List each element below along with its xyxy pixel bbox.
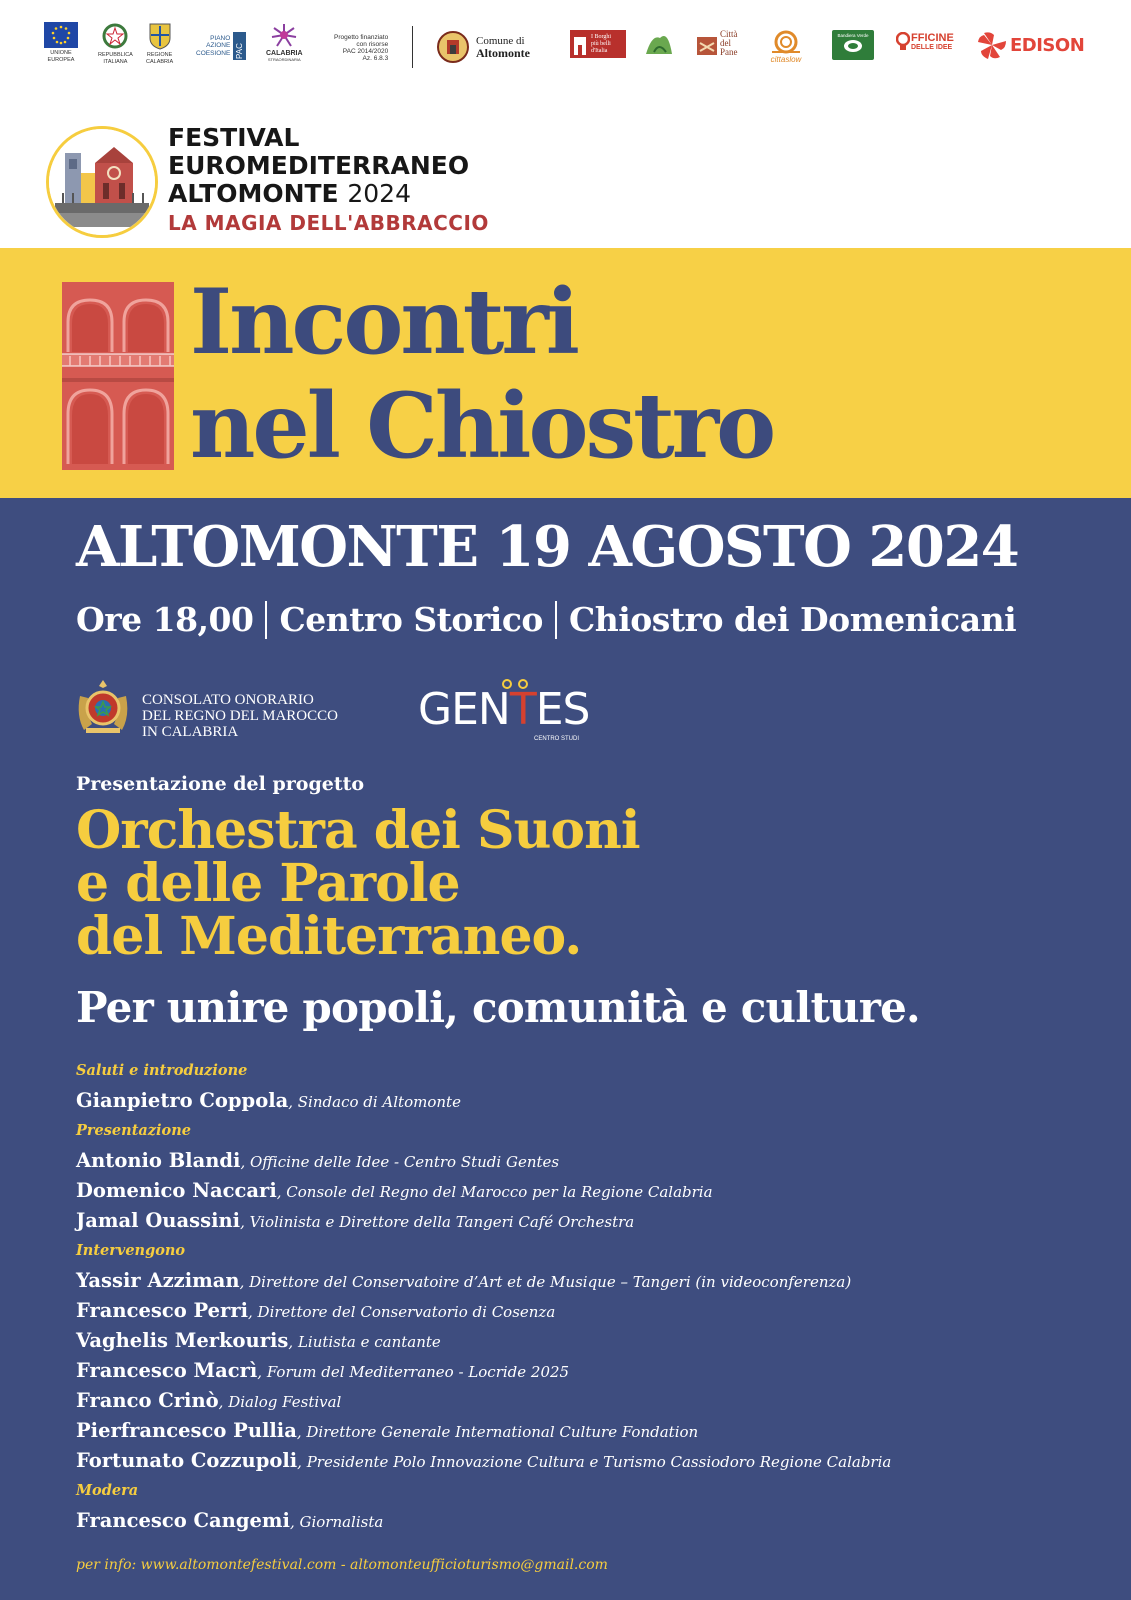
festival-line2: EUROMEDITERRANEO (168, 151, 470, 180)
speaker-row (76, 1356, 1106, 1386)
event-time: Ore 18,00 (76, 600, 254, 639)
flower-icon (269, 22, 299, 50)
speaker-row (76, 1206, 1106, 1236)
speaker-role: , Officine delle Idee - Centro Studi Gentes (240, 1153, 560, 1171)
borghi-logo (570, 30, 626, 58)
calabria-shield-icon (148, 22, 172, 50)
event-series-title (190, 270, 773, 478)
speaker-name: Francesco Perri (76, 1299, 249, 1322)
speaker-role: , Direttore del Conservatoire d’Art et de Musique – Tangeri (in videoconferenza) (239, 1273, 852, 1291)
edison-swirl-icon (976, 30, 1008, 60)
speaker-role: , Sindaco di Altomonte (288, 1093, 461, 1111)
speaker-role: , Presidente Polo Innovazione Cultura e Turismo Cassiodoro Regione Calabria (297, 1453, 892, 1471)
separator (555, 601, 557, 639)
speaker-name: Antonio Blandi (76, 1149, 241, 1172)
gentes-dots-icon (501, 678, 531, 690)
edison-logo (976, 30, 1084, 60)
speaker-row (76, 1146, 1106, 1176)
borghi-text: I Borghi più belli d'Italia (591, 33, 612, 54)
italy-emblem-icon (102, 22, 128, 50)
event-time-place (76, 596, 1016, 644)
section-heading: Saluti e introduzione (76, 1062, 248, 1079)
eu-flag-logo (44, 22, 78, 63)
pac-text: PIANO AZIONE COESIONE (196, 35, 231, 57)
speaker-role: , Liutista e cantante (288, 1333, 441, 1351)
speaker-name: Francesco Macrì (76, 1359, 258, 1382)
section-heading: Presentazione (76, 1122, 191, 1139)
citta-pane-text: Città del Pane (720, 29, 738, 57)
calabria-region-caption: REGIONE CALABRIA (146, 52, 174, 65)
section-heading: Intervengono (76, 1242, 186, 1259)
title-band (0, 248, 1131, 498)
officine-delle-idee-logo (896, 32, 954, 52)
speaker-row (76, 1296, 1106, 1326)
village-icon (642, 28, 676, 60)
speaker-name: Yassir Azziman (76, 1269, 240, 1292)
speaker-name: Vaghelis Merkouris (76, 1329, 289, 1352)
funding-note-text: Progetto finanziato con risorse PAC 2014/2020 Az. 6.8.3 (334, 34, 389, 63)
title-line1: Incontri (190, 269, 577, 375)
project-line3: del Mediterraneo. (76, 906, 582, 967)
calabria-region-logo (146, 22, 173, 65)
gentes-text-a: GEN (418, 684, 510, 735)
event-date: ALTOMONTE 19 AGOSTO 2024 (76, 514, 1019, 580)
cittaslow-text: cittaslow (770, 55, 802, 64)
logo-divider (412, 26, 413, 68)
cloister-arches-icon (62, 282, 174, 470)
gentes-subtitle: CENTRO STUDI (534, 736, 579, 742)
speaker-name: Franco Crinò (76, 1389, 219, 1412)
italy-caption: REPUBBLICA ITALIANA (98, 52, 133, 65)
speaker-name: Pierfrancesco Pullia (76, 1419, 297, 1442)
comune-line2: Altomonte (476, 45, 530, 60)
altomonte-crest-icon (436, 28, 470, 66)
eu-flag-icon (44, 22, 78, 48)
festival-year: 2024 (347, 179, 411, 208)
speaker-role: , Console del Regno del Marocco per la Regione Calabria (276, 1183, 713, 1201)
italy-emblem-logo (98, 22, 133, 65)
project-title (76, 800, 640, 967)
edison-text: EDISON (1010, 34, 1085, 56)
village-logo (642, 28, 676, 60)
festival-title (168, 124, 489, 238)
speaker-role: , Direttore Generale International Culture Fondation (296, 1423, 699, 1441)
bandiera-verde-text: Bandiera Verde (837, 33, 869, 38)
speaker-row (76, 1326, 1106, 1356)
speaker-role: , Giornalista (289, 1513, 384, 1531)
snail-icon (768, 28, 804, 56)
festival-line3: ALTOMONTE (168, 179, 339, 208)
separator (265, 601, 267, 639)
event-venue: Chiostro dei Domenicani (568, 600, 1017, 639)
calabria-sub: STRAORDINARIA (267, 56, 301, 62)
project-line1: Orchestra dei Suoni (76, 800, 640, 861)
speaker-name: Francesco Cangemi (76, 1509, 290, 1532)
speaker-role: , Direttore del Conservatorio di Cosenza (248, 1303, 556, 1321)
contact-info: per info: www.altomontefestival.com - altomonteufficioturismo@gmail.com (76, 1557, 608, 1573)
speaker-name: Fortunato Cozzupoli (76, 1449, 298, 1472)
morocco-coat-of-arms-icon (72, 676, 134, 738)
calabria-straordinaria-logo (266, 22, 303, 62)
officine-text-1: FFICINE (911, 31, 954, 44)
bread-icon (696, 31, 718, 57)
festival-line1: FESTIVAL (168, 123, 300, 152)
speaker-name: Domenico Naccari (76, 1179, 277, 1202)
cittaslow-logo (768, 28, 804, 65)
pac-logo (196, 32, 246, 60)
festival-seal (46, 126, 158, 238)
gentes-text-b: ES (535, 684, 590, 735)
citta-del-pane-logo (696, 30, 738, 57)
speaker-role: , Dialog Festival (218, 1393, 342, 1411)
officine-text-2: DELLE IDEE (911, 43, 953, 51)
speaker-program (76, 1056, 1106, 1536)
gentes-text-t: T (509, 684, 536, 735)
bandiera-verde-logo (832, 30, 874, 60)
project-tagline: Per unire popoli, comunità e culture. (76, 983, 920, 1032)
section-heading: Modera (76, 1482, 139, 1499)
partner-logos (72, 672, 632, 748)
event-place: Centro Storico (279, 600, 543, 639)
speaker-row (76, 1416, 1106, 1446)
title-line2: nel Chiostro (190, 373, 774, 479)
festival-subtitle: LA MAGIA DELL'ABBRACCIO (168, 211, 489, 235)
sponsor-logo-strip (44, 22, 1104, 72)
presentation-intro: Presentazione del progetto (76, 773, 365, 795)
speaker-row (76, 1176, 1106, 1206)
funding-note (334, 34, 388, 63)
gentes-logo (418, 684, 590, 735)
pac-badge: PAC (233, 32, 246, 60)
calabria-text: CALABRIA (266, 50, 303, 57)
consolato-text: CONSOLATO ONORARIO DEL REGNO DEL MAROCCO IN CALABRIA (142, 692, 338, 740)
speaker-role: , Forum del Mediterraneo - Locride 2025 (257, 1363, 570, 1381)
speaker-row (76, 1506, 1106, 1536)
eu-caption: UNIONE EUROPEA (47, 50, 75, 63)
lightbulb-icon (896, 32, 910, 52)
speaker-name: Jamal Ouassini (76, 1209, 241, 1232)
festival-line3-wrap (168, 180, 489, 208)
header-band (0, 0, 1131, 248)
project-line2: e delle Parole (76, 853, 460, 914)
leaf-icon (842, 38, 864, 54)
speaker-row (76, 1086, 1106, 1116)
altomonte-town-illustration (49, 129, 155, 235)
comune-altomonte-logo (436, 28, 530, 66)
speaker-row (76, 1386, 1106, 1416)
tower-icon (572, 33, 588, 55)
speaker-row (76, 1266, 1106, 1296)
speaker-row (76, 1446, 1106, 1476)
comune-line1: Comune di (476, 34, 525, 47)
speaker-role: , Violinista e Direttore della Tangeri Café Orchestra (240, 1213, 635, 1231)
speaker-name: Gianpietro Coppola (76, 1089, 289, 1112)
